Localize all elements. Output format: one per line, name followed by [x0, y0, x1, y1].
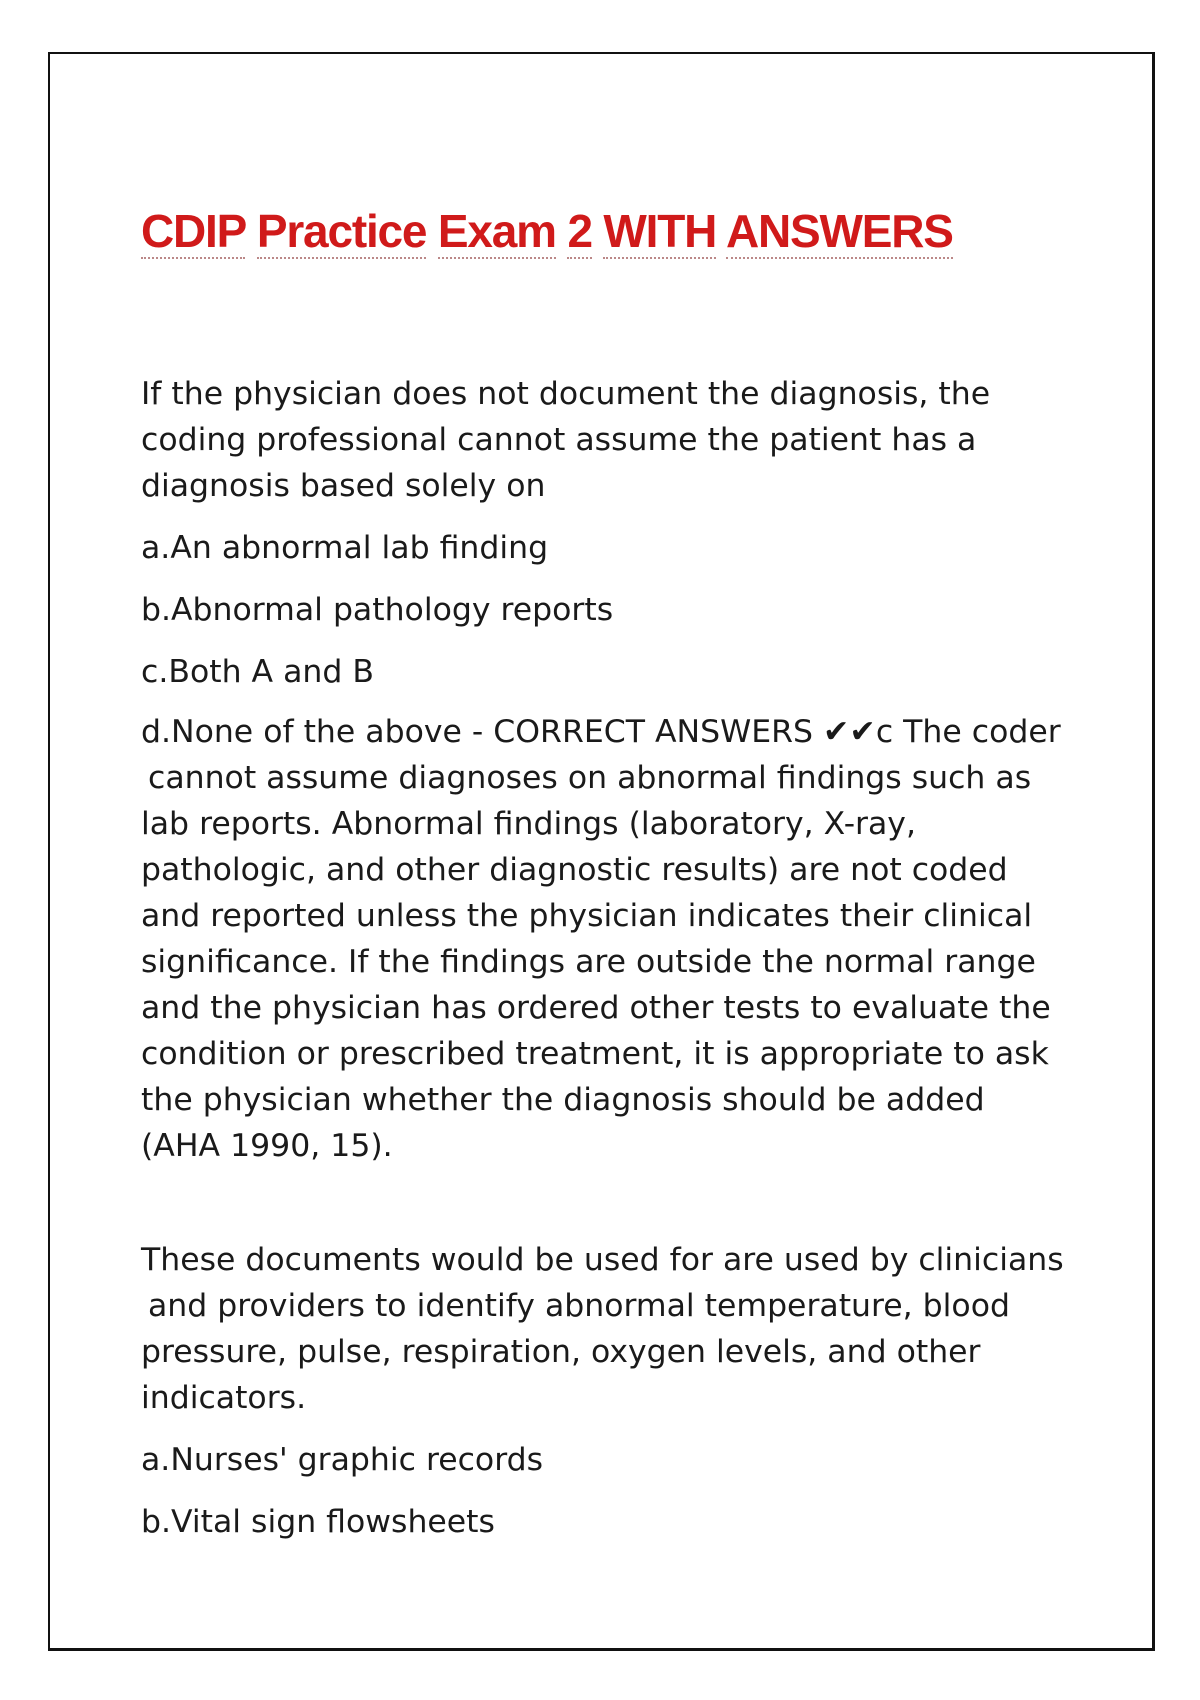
page-title: [141, 206, 1101, 257]
question-1-option-a: a.An abnormal lab finding: [141, 529, 549, 566]
question-1-option-b: b.Abnormal pathology reports: [141, 591, 614, 628]
question-2-stem-line: and providers to identify abnormal temperature, blood: [148, 1287, 1010, 1324]
document-page: [48, 52, 1155, 1651]
answer-line: the physician whether the diagnosis should be added: [141, 1081, 985, 1118]
question-1-stem-line: coding professional cannot assume the patient has a: [141, 421, 977, 458]
question-2-option-b: b.Vital sign flowsheets: [141, 1503, 495, 1540]
answer-line: (AHA 1990, 15).: [141, 1127, 393, 1164]
question-2-stem-line: These documents would be used for are used by clinicians: [141, 1241, 1064, 1278]
document-content: [141, 154, 1101, 1545]
answer-line: d.None of the above - CORRECT ANSWERS ✔✔c The coder: [141, 713, 1061, 750]
title-word: ANSWERS: [726, 205, 953, 257]
title-word: Exam: [437, 205, 556, 257]
question-1-stem-line: If the physician does not document the diagnosis, the: [141, 375, 991, 412]
answer-line: cannot assume diagnoses on abnormal findings such as: [148, 759, 1032, 796]
question-1-stem-line: diagnosis based solely on: [141, 467, 546, 504]
answer-line: and reported unless the physician indicates their clinical: [141, 897, 1033, 934]
title-word: 2: [567, 205, 592, 257]
question-2-stem-line: indicators.: [141, 1379, 307, 1416]
question-1-answer: [141, 709, 1101, 1169]
answer-line: and the physician has ordered other tests to evaluate the: [141, 989, 1051, 1026]
question-2-option-a: a.Nurses' graphic records: [141, 1441, 543, 1478]
question-1-option-c: c.Both A and B: [141, 653, 374, 690]
question-1-stem: [141, 371, 1101, 509]
title-word: CDIP: [141, 205, 246, 257]
answer-line: pathologic, and other diagnostic results) are not coded: [141, 851, 1008, 888]
answer-line: significance. If the findings are outside the normal range: [141, 943, 1036, 980]
title-word: WITH: [603, 205, 717, 257]
title-word: Practice: [256, 205, 427, 257]
answer-line: condition or prescribed treatment, it is appropriate to ask: [141, 1035, 1049, 1072]
question-2-stem-line: pressure, pulse, respiration, oxygen levels, and other: [141, 1333, 981, 1370]
question-2-stem: [141, 1237, 1101, 1421]
answer-line: lab reports. Abnormal findings (laboratory, X-ray,: [141, 805, 916, 842]
